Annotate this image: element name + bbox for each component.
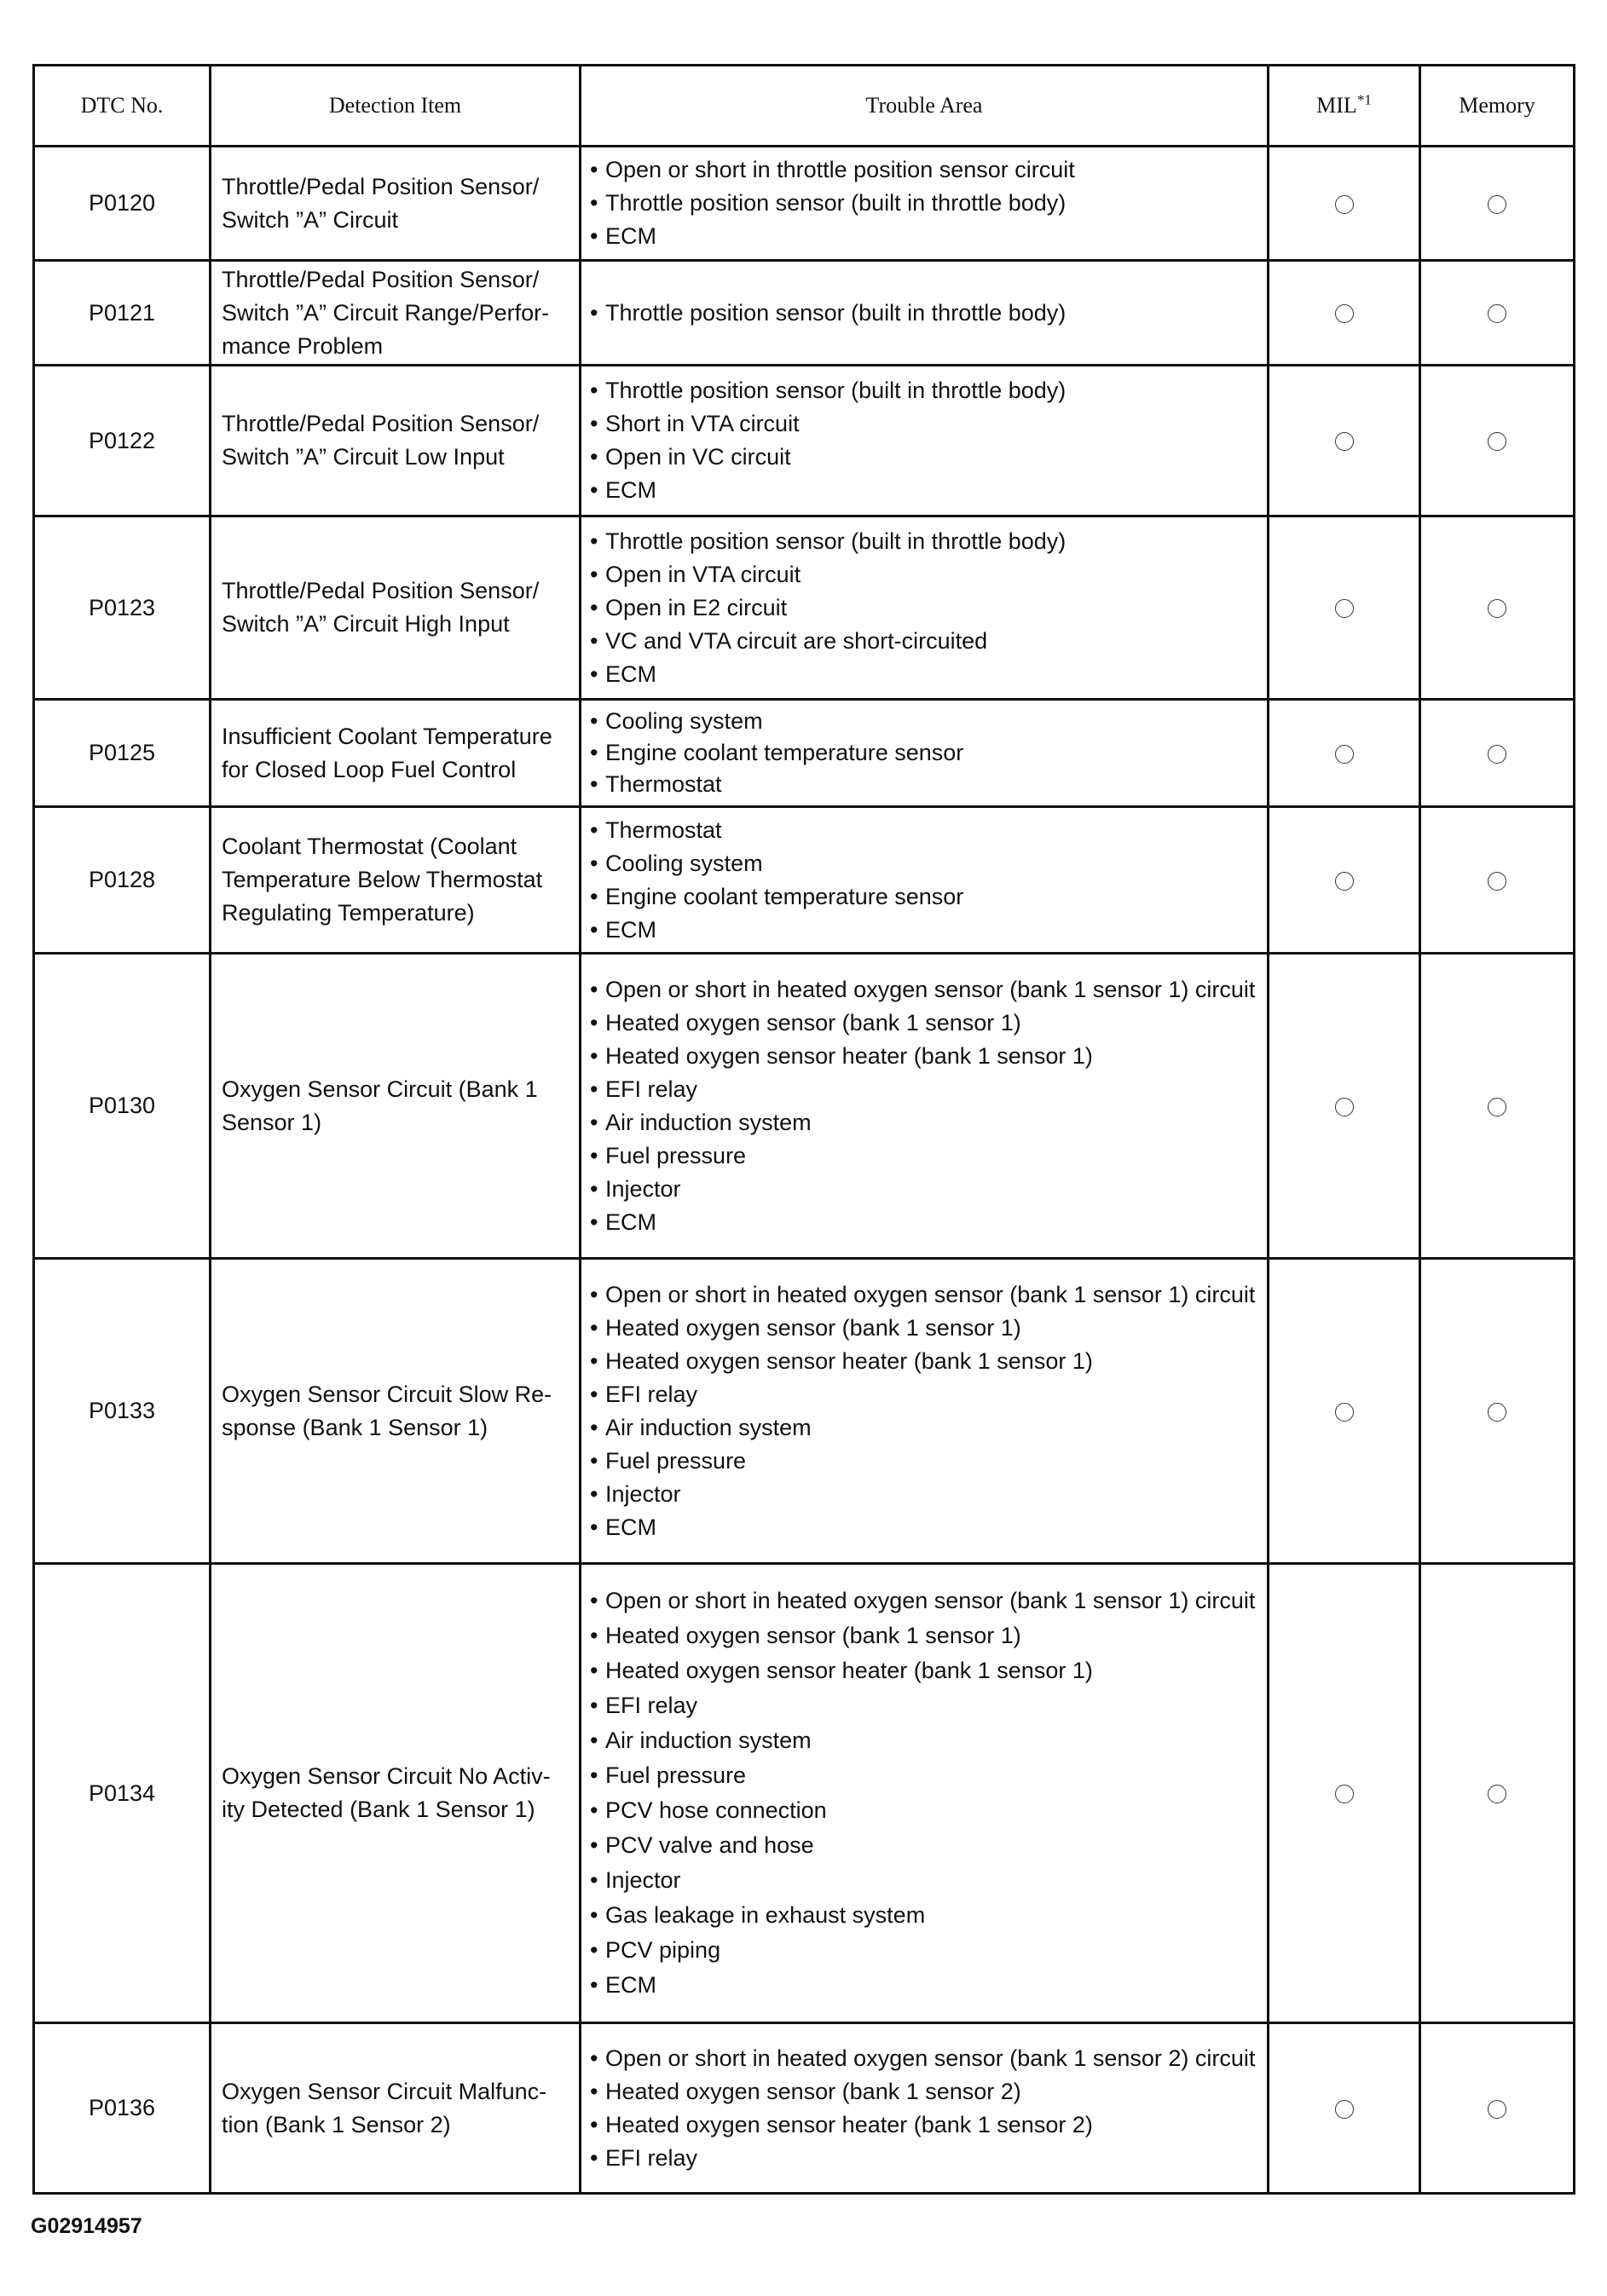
memory-indicator [1420, 954, 1575, 1259]
trouble-area-text: ECM [605, 1209, 656, 1235]
trouble-area-list [590, 973, 1258, 1239]
trouble-area-item [590, 847, 1258, 880]
bullet-icon: • [590, 2144, 598, 2171]
trouble-area [581, 807, 1269, 954]
table-row [34, 261, 1575, 366]
detection-item-line: Throttle/Pedal Position Sensor/ [222, 411, 540, 436]
trouble-area-item [590, 1933, 1258, 1968]
trouble-area-list [590, 2042, 1258, 2175]
detection-item-line: Regulating Temperature) [222, 900, 475, 926]
trouble-area-item [590, 220, 1258, 253]
circle-icon [1335, 599, 1354, 618]
detection-item-line: ity Detected (Bank 1 Sensor 1) [222, 1797, 535, 1822]
bullet-icon: • [590, 594, 598, 620]
bullet-icon: • [590, 2111, 598, 2137]
bullet-icon: • [590, 378, 598, 403]
bullet-icon: • [590, 976, 598, 1002]
trouble-area-item [590, 880, 1258, 914]
mil-indicator [1269, 516, 1420, 700]
trouble-area-list [590, 814, 1258, 947]
trouble-area-item [590, 2109, 1258, 2142]
bullet-icon: • [590, 883, 598, 909]
bullet-icon: • [590, 1937, 598, 1963]
header-trouble-area: Trouble Area [581, 66, 1269, 147]
dtc-code: P0134 [34, 1564, 211, 2023]
trouble-area [581, 147, 1269, 261]
circle-icon [1488, 745, 1506, 764]
trouble-area-text: Thermostat [605, 816, 722, 843]
trouble-area-text: Open in VC circuit [605, 444, 791, 470]
header-mil [1269, 66, 1420, 147]
detection-item [211, 1259, 581, 1564]
dtc-code: P0122 [34, 366, 211, 516]
mil-indicator [1269, 366, 1420, 516]
dtc-code: P0133 [34, 1259, 211, 1564]
bullet-icon: • [590, 299, 598, 326]
memory-indicator [1420, 366, 1575, 516]
bullet-icon: • [590, 1514, 598, 1540]
table-row [34, 1564, 1575, 2023]
trouble-area-item [590, 153, 1258, 187]
trouble-area-text: Heated oxygen sensor (bank 1 sensor 1) [605, 1623, 1021, 1648]
trouble-area-item [590, 1688, 1258, 1723]
trouble-area-text: Heated oxygen sensor (bank 1 sensor 1) [605, 1009, 1021, 1036]
memory-indicator [1420, 516, 1575, 700]
trouble-area-item [590, 1378, 1258, 1411]
trouble-area-text: ECM [605, 661, 656, 687]
trouble-area-item [590, 1863, 1258, 1898]
circle-icon [1335, 195, 1354, 214]
bullet-icon: • [590, 1480, 598, 1507]
trouble-area-text: Open or short in heated oxygen sensor (bank 1 sensor 1) circuit [605, 976, 1256, 1002]
memory-indicator [1420, 2023, 1575, 2194]
bullet-icon: • [590, 1076, 598, 1102]
detection-item-line: Oxygen Sensor Circuit (Bank 1 [222, 1076, 538, 1102]
circle-icon [1488, 432, 1506, 451]
trouble-area-list [590, 297, 1258, 330]
trouble-area-text: Fuel pressure [605, 1142, 747, 1168]
bullet-icon: • [590, 1658, 598, 1683]
trouble-area-text: EFI relay [605, 1381, 698, 1407]
trouble-area-item [590, 474, 1258, 507]
bullet-icon: • [590, 528, 598, 554]
bullet-icon: • [590, 411, 598, 436]
detection-item-line: Oxygen Sensor Circuit No Activ- [222, 1763, 551, 1789]
trouble-area-item [590, 374, 1258, 407]
trouble-area-item [590, 1411, 1258, 1445]
circle-icon [1488, 304, 1506, 323]
trouble-area-list [590, 706, 1258, 800]
detection-item [211, 516, 581, 700]
trouble-area-item [590, 1312, 1258, 1345]
circle-icon [1488, 599, 1506, 618]
bullet-icon: • [590, 561, 598, 587]
trouble-area-item [590, 591, 1258, 625]
detection-item [211, 1564, 581, 2023]
trouble-area-text: PCV piping [605, 1937, 721, 1963]
detection-item-line: Throttle/Pedal Position Sensor/ [222, 266, 540, 292]
bullet-icon: • [590, 1042, 598, 1069]
trouble-area-item [590, 1278, 1258, 1312]
trouble-area-item [590, 1173, 1258, 1206]
mil-indicator [1269, 807, 1420, 954]
trouble-area-text: Injector [605, 1867, 681, 1893]
bullet-icon: • [590, 1347, 598, 1374]
bullet-icon: • [590, 771, 598, 797]
bullet-icon: • [590, 1693, 598, 1718]
trouble-area-text: EFI relay [605, 1693, 698, 1718]
trouble-area-item [590, 658, 1258, 691]
trouble-area-item [590, 1968, 1258, 2003]
bullet-icon: • [590, 2045, 598, 2071]
bullet-icon: • [590, 157, 598, 182]
trouble-area-text: Air induction system [605, 1414, 812, 1440]
circle-icon [1488, 2100, 1506, 2119]
trouble-area-item [590, 1106, 1258, 1139]
trouble-area-item [590, 525, 1258, 558]
detection-item-line: for Closed Loop Fuel Control [222, 756, 517, 782]
bullet-icon: • [590, 1281, 598, 1307]
detection-item-line: Temperature Below Thermostat [222, 867, 543, 892]
trouble-area-item [590, 441, 1258, 474]
circle-icon [1335, 745, 1354, 764]
trouble-area-text: Open or short in heated oxygen sensor (bank 1 sensor 2) circuit [605, 2045, 1256, 2071]
trouble-area-text: ECM [605, 1514, 656, 1540]
trouble-area-text: Open in VTA circuit [605, 561, 801, 587]
trouble-area-item [590, 1478, 1258, 1511]
bullet-icon: • [590, 477, 598, 503]
trouble-area-item [590, 1618, 1258, 1653]
trouble-area-list [590, 374, 1258, 507]
memory-indicator [1420, 147, 1575, 261]
trouble-area-text: Open or short in heated oxygen sensor (bank 1 sensor 1) circuit [605, 1588, 1256, 1613]
bullet-icon: • [590, 1902, 598, 1928]
trouble-area-text: Open or short in throttle position sensor circuit [605, 157, 1075, 182]
circle-icon [1335, 304, 1354, 323]
bullet-icon: • [590, 740, 598, 765]
circle-icon [1335, 2100, 1354, 2119]
trouble-area [581, 954, 1269, 1259]
bullet-icon: • [590, 1588, 598, 1613]
trouble-area-item [590, 1584, 1258, 1618]
trouble-area-item [590, 1007, 1258, 1040]
trouble-area-item [590, 1073, 1258, 1106]
trouble-area [581, 1259, 1269, 1564]
bullet-icon: • [590, 1797, 598, 1823]
mil-indicator [1269, 1564, 1420, 2023]
bullet-icon: • [590, 627, 598, 654]
dtc-code: P0125 [34, 700, 211, 807]
bullet-icon: • [590, 1623, 598, 1648]
trouble-area-item [590, 706, 1258, 737]
trouble-area-item [590, 1723, 1258, 1758]
trouble-area-item [590, 1139, 1258, 1173]
detection-item-line: Throttle/Pedal Position Sensor/ [222, 173, 540, 199]
trouble-area-item [590, 187, 1258, 220]
trouble-area-text: Fuel pressure [605, 1762, 747, 1788]
bullet-icon: • [590, 1009, 598, 1036]
trouble-area-text: Cooling system [605, 708, 763, 734]
detection-item [211, 2023, 581, 2194]
trouble-area-text: VC and VTA circuit are short-circuited [605, 627, 988, 654]
trouble-area-text: Throttle position sensor (built in throttle body) [605, 528, 1067, 554]
bullet-icon: • [590, 850, 598, 876]
trouble-area-item [590, 1898, 1258, 1933]
trouble-area-item [590, 2075, 1258, 2109]
bullet-icon: • [590, 190, 598, 216]
detection-item-line: Switch ”A” Circuit Range/Perfor- [222, 299, 550, 326]
trouble-area-item [590, 1758, 1258, 1793]
trouble-area-item [590, 737, 1258, 769]
trouble-area-text: Fuel pressure [605, 1447, 747, 1474]
circle-icon [1488, 1785, 1506, 1803]
dtc-code: P0136 [34, 2023, 211, 2194]
memory-indicator [1420, 700, 1575, 807]
bullet-icon: • [590, 1447, 598, 1474]
trouble-area-text: Engine coolant temperature sensor [605, 883, 964, 909]
circle-icon [1488, 872, 1506, 891]
figure-code: G02914957 [31, 2214, 142, 2238]
bullet-icon: • [590, 1972, 598, 1998]
memory-indicator [1420, 1564, 1575, 2023]
trouble-area-text: Heated oxygen sensor (bank 1 sensor 1) [605, 1314, 1021, 1341]
detection-item [211, 807, 581, 954]
trouble-area-item [590, 2142, 1258, 2175]
trouble-area-text: EFI relay [605, 2144, 698, 2171]
trouble-area [581, 366, 1269, 516]
trouble-area-text: ECM [605, 1972, 656, 1998]
bullet-icon: • [590, 444, 598, 470]
bullet-icon: • [590, 1381, 598, 1407]
table-row [34, 2023, 1575, 2194]
trouble-area [581, 261, 1269, 366]
detection-item-line: Throttle/Pedal Position Sensor/ [222, 578, 540, 603]
bullet-icon: • [590, 1314, 598, 1341]
trouble-area [581, 516, 1269, 700]
circle-icon [1488, 195, 1506, 214]
memory-indicator [1420, 261, 1575, 366]
detection-item-line: Switch ”A” Circuit [222, 206, 399, 233]
bullet-icon: • [590, 1867, 598, 1893]
bullet-icon: • [590, 1414, 598, 1440]
detection-item-line: Oxygen Sensor Circuit Slow Re- [222, 1381, 552, 1407]
trouble-area-list [590, 153, 1258, 253]
trouble-area-list [590, 1584, 1258, 2003]
detection-item-line: Coolant Thermostat (Coolant [222, 834, 517, 859]
detection-item [211, 954, 581, 1259]
detection-item [211, 147, 581, 261]
bullet-icon: • [590, 1728, 598, 1753]
trouble-area-text: Injector [605, 1480, 681, 1507]
trouble-area-item [590, 1345, 1258, 1378]
memory-indicator [1420, 1259, 1575, 1564]
detection-item [211, 700, 581, 807]
trouble-area-text: Heated oxygen sensor heater (bank 1 sensor 1) [605, 1042, 1093, 1069]
dtc-code: P0120 [34, 147, 211, 261]
circle-icon [1488, 1403, 1506, 1422]
detection-item [211, 366, 581, 516]
trouble-area-item [590, 407, 1258, 441]
bullet-icon: • [590, 1832, 598, 1858]
detection-item-line: sponse (Bank 1 Sensor 1) [222, 1414, 488, 1440]
bullet-icon: • [590, 661, 598, 687]
trouble-area-text: ECM [605, 477, 656, 503]
detection-item [211, 261, 581, 366]
header-mil-footnote: *1 [1356, 91, 1372, 108]
trouble-area [581, 700, 1269, 807]
dtc-code: P0123 [34, 516, 211, 700]
trouble-area-item [590, 1511, 1258, 1544]
trouble-area-item [590, 914, 1258, 947]
trouble-area-text: Open in E2 circuit [605, 594, 788, 620]
circle-icon [1335, 1403, 1354, 1422]
circle-icon [1335, 432, 1354, 451]
circle-icon [1335, 1785, 1354, 1803]
trouble-area-text: Heated oxygen sensor heater (bank 1 sensor 1) [605, 1658, 1093, 1683]
bullet-icon: • [590, 1109, 598, 1135]
mil-indicator [1269, 261, 1420, 366]
trouble-area-item [590, 1653, 1258, 1688]
table-row [34, 807, 1575, 954]
trouble-area-text: Air induction system [605, 1109, 812, 1135]
table-row [34, 366, 1575, 516]
trouble-area-text: Engine coolant temperature sensor [605, 740, 964, 765]
trouble-area-item [590, 1828, 1258, 1863]
detection-item-line: Oxygen Sensor Circuit Malfunc- [222, 2078, 547, 2104]
bullet-icon: • [590, 223, 598, 249]
trouble-area-text: Cooling system [605, 850, 763, 876]
trouble-area-text: Thermostat [605, 771, 722, 797]
detection-item-line: Sensor 1) [222, 1109, 322, 1135]
trouble-area-list [590, 525, 1258, 691]
bullet-icon: • [590, 1142, 598, 1168]
detection-item-line: Switch ”A” Circuit Low Input [222, 444, 505, 470]
trouble-area-item [590, 297, 1258, 330]
mil-indicator [1269, 147, 1420, 261]
bullet-icon: • [590, 2078, 598, 2104]
trouble-area-text: Short in VTA circuit [605, 411, 800, 436]
trouble-area-item [590, 973, 1258, 1007]
table-row [34, 147, 1575, 261]
trouble-area-item [590, 1040, 1258, 1073]
dtc-table [32, 64, 1575, 2195]
bullet-icon: • [590, 708, 598, 734]
bullet-icon: • [590, 1175, 598, 1202]
trouble-area-text: ECM [605, 223, 656, 249]
mil-indicator [1269, 700, 1420, 807]
trouble-area-text: Heated oxygen sensor heater (bank 1 sensor 1) [605, 1347, 1093, 1374]
trouble-area-text: Throttle position sensor (built in throttle body) [605, 190, 1067, 216]
dtc-table-body [34, 147, 1575, 2194]
header-detection-item: Detection Item [211, 66, 581, 147]
trouble-area-item [590, 814, 1258, 847]
bullet-icon: • [590, 916, 598, 943]
trouble-area-item [590, 625, 1258, 658]
header-memory: Memory [1420, 66, 1575, 147]
trouble-area-item [590, 1445, 1258, 1478]
trouble-area-text: Air induction system [605, 1728, 812, 1753]
trouble-area-text: Open or short in heated oxygen sensor (bank 1 sensor 1) circuit [605, 1281, 1256, 1307]
mil-indicator [1269, 2023, 1420, 2194]
detection-item-line: tion (Bank 1 Sensor 2) [222, 2111, 451, 2137]
mil-indicator [1269, 954, 1420, 1259]
bullet-icon: • [590, 816, 598, 843]
trouble-area-text: Gas leakage in exhaust system [605, 1902, 926, 1928]
trouble-area-text: PCV hose connection [605, 1797, 827, 1823]
trouble-area [581, 1564, 1269, 2023]
trouble-area-item [590, 1793, 1258, 1828]
circle-icon [1488, 1098, 1506, 1116]
trouble-area-item [590, 2042, 1258, 2075]
circle-icon [1335, 1098, 1354, 1116]
trouble-area [581, 2023, 1269, 2194]
mil-indicator [1269, 1259, 1420, 1564]
circle-icon [1335, 872, 1354, 891]
bullet-icon: • [590, 1762, 598, 1788]
dtc-code: P0121 [34, 261, 211, 366]
trouble-area-list [590, 1278, 1258, 1544]
bullet-icon: • [590, 1209, 598, 1235]
dtc-code: P0128 [34, 807, 211, 954]
detection-item-line: mance Problem [222, 332, 384, 359]
trouble-area-text: Injector [605, 1175, 681, 1202]
memory-indicator [1420, 807, 1575, 954]
header-mil-label: MIL [1316, 93, 1357, 118]
header-dtc-no: DTC No. [34, 66, 211, 147]
table-row [34, 700, 1575, 807]
dtc-code: P0130 [34, 954, 211, 1259]
detection-item-line: Insufficient Coolant Temperature [222, 723, 552, 749]
header-row [34, 66, 1575, 147]
detection-item-line: Switch ”A” Circuit High Input [222, 611, 510, 637]
trouble-area-text: ECM [605, 916, 656, 943]
trouble-area-text: PCV valve and hose [605, 1832, 814, 1858]
trouble-area-item [590, 558, 1258, 591]
trouble-area-text: Throttle position sensor (built in throttle body) [605, 299, 1067, 326]
trouble-area-text: Throttle position sensor (built in throttle body) [605, 378, 1067, 403]
trouble-area-text: Heated oxygen sensor heater (bank 1 sensor 2) [605, 2111, 1093, 2137]
trouble-area-item [590, 1206, 1258, 1239]
trouble-area-item [590, 769, 1258, 800]
table-row [34, 1259, 1575, 1564]
table-row [34, 954, 1575, 1259]
trouble-area-text: EFI relay [605, 1076, 698, 1102]
trouble-area-text: Heated oxygen sensor (bank 1 sensor 2) [605, 2078, 1021, 2104]
table-row [34, 516, 1575, 700]
